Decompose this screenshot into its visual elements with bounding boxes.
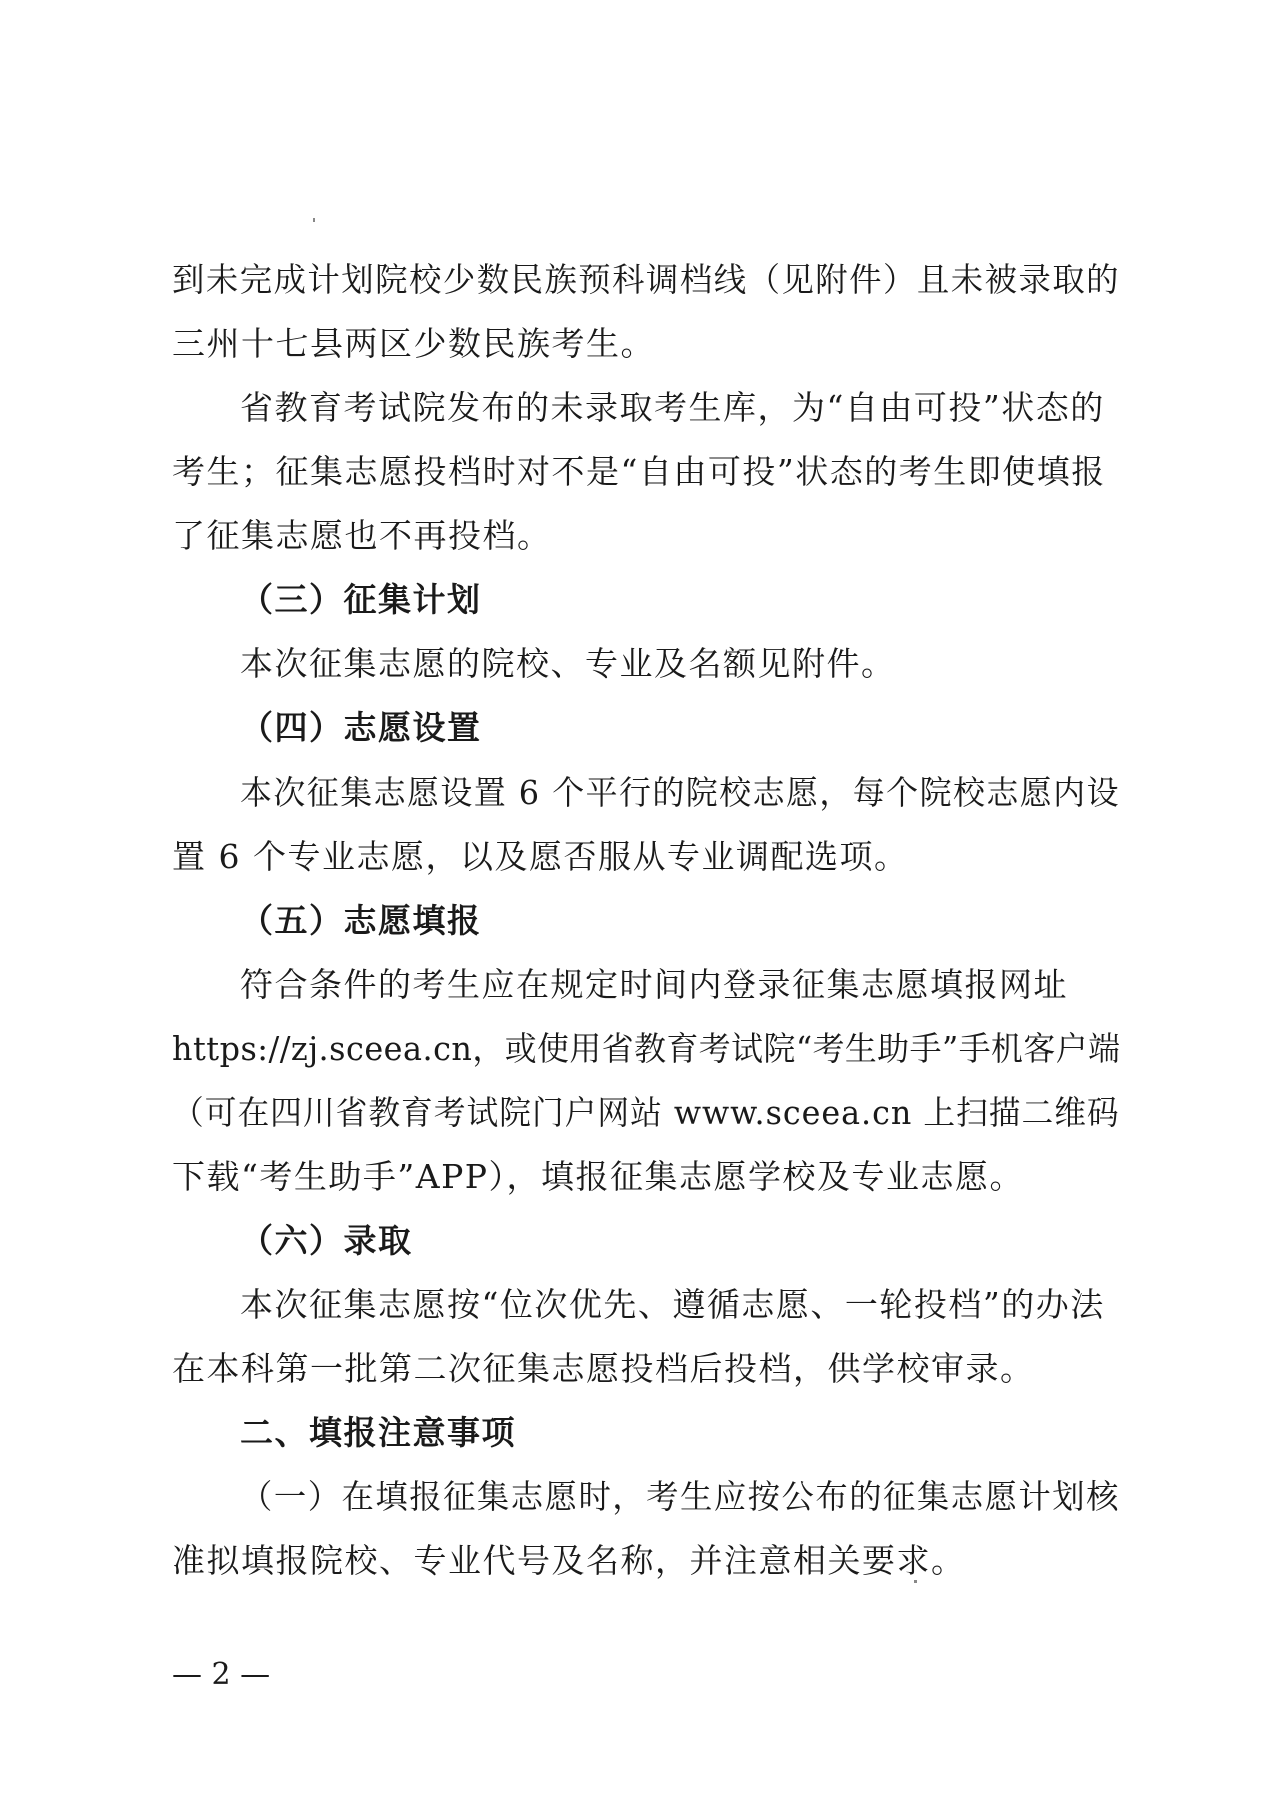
section-heading: （四）志愿设置 bbox=[240, 708, 482, 747]
paragraph-line: 本次征集志愿设置 6 个平行的院校志愿，每个院校志愿内设 bbox=[240, 773, 1120, 812]
paragraph-line: 本次征集志愿按“位次优先、遵循志愿、一轮投档”的办法 bbox=[240, 1285, 1105, 1324]
paragraph-line: 下载“考生助手”APP），填报征集志愿学校及专业志愿。 bbox=[172, 1157, 1024, 1196]
paragraph-line: 了征集志愿也不再投档。 bbox=[172, 516, 552, 555]
paragraph-line: 到未完成计划院校少数民族预科调档线（见附件）且未被录取的 bbox=[172, 260, 1121, 299]
paragraph-line: 三州十七县两区少数民族考生。 bbox=[172, 324, 655, 363]
paragraph-line: （一）在填报征集志愿时，考生应按公布的征集志愿计划核 bbox=[240, 1477, 1120, 1516]
paragraph-line: 在本科第一批第二次征集志愿投档后投档，供学校审录。 bbox=[172, 1349, 1035, 1388]
section-heading: （三）征集计划 bbox=[240, 580, 482, 619]
section-heading: （五）志愿填报 bbox=[240, 901, 482, 940]
paragraph-line: https://zj.sceea.cn，或使用省教育考试院“考生助手”手机客户端 bbox=[172, 1029, 1121, 1068]
paragraph-line: 本次征集志愿的院校、专业及名额见附件。 bbox=[240, 644, 896, 683]
page-number: — 2 — bbox=[172, 1657, 271, 1692]
section-heading: 二、填报注意事项 bbox=[240, 1413, 516, 1452]
paragraph-line: 符合条件的考生应在规定时间内登录征集志愿填报网址 bbox=[240, 965, 1068, 1004]
paragraph-line: （可在四川省教育考试院门户网站 www.sceea.cn 上扫描二维码 bbox=[172, 1093, 1120, 1132]
paragraph-line: 置 6 个专业志愿，以及愿否服从专业调配选项。 bbox=[172, 837, 909, 876]
scan-speck bbox=[914, 1580, 917, 1583]
section-heading: （六）录取 bbox=[240, 1221, 413, 1260]
paragraph-line: 考生；征集志愿投档时对不是“自由可投”状态的考生即使填报 bbox=[172, 452, 1106, 491]
paragraph-line: 省教育考试院发布的未录取考生库，为“自由可投”状态的 bbox=[240, 388, 1105, 427]
paragraph-line: 准拟填报院校、专业代号及名称，并注意相关要求。 bbox=[172, 1541, 966, 1580]
scan-speck bbox=[313, 218, 315, 222]
